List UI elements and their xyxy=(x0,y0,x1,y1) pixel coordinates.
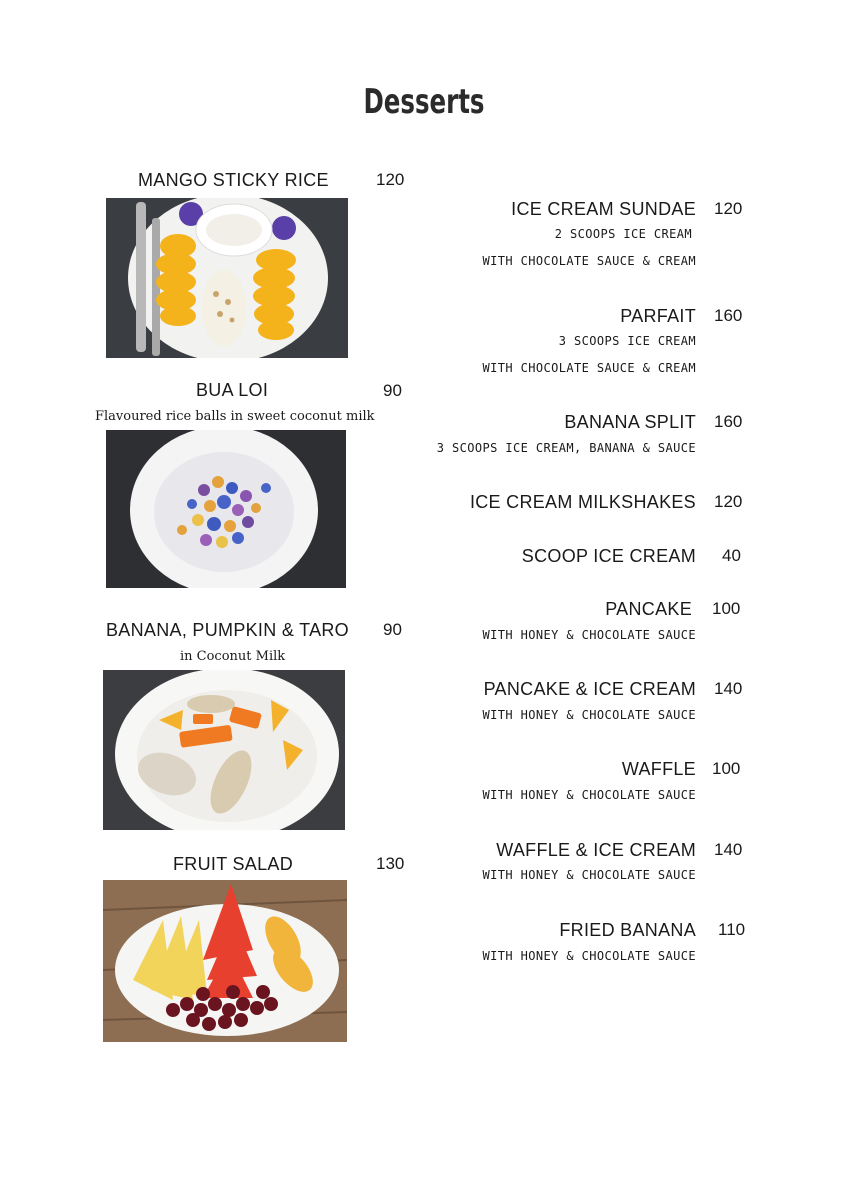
item-price-banana-pumpkin-taro: 90 xyxy=(383,620,402,639)
item-name-ice-cream-milkshakes: ICE CREAM MILKSHAKES xyxy=(469,492,696,512)
item-name-bua-loi: BUA LOI xyxy=(196,380,269,400)
item-price-scoop-ice-cream: 40 xyxy=(722,546,741,565)
item-name-banana-pumpkin-taro: BANANA, PUMPKIN & TARO xyxy=(106,620,349,640)
item-name-pancake: PANCAKE xyxy=(605,599,692,619)
item-price-pancake: 100 xyxy=(712,599,741,618)
item-name-fruit-salad: FRUIT SALAD xyxy=(173,854,293,874)
item-price-parfait: 160 xyxy=(714,306,743,325)
item-name-banana-split: BANANA SPLIT xyxy=(564,412,696,432)
item-price-fruit-salad: 130 xyxy=(376,854,405,873)
item-price-bua-loi: 90 xyxy=(383,381,402,400)
item-name-scoop-ice-cream: SCOOP ICE CREAM xyxy=(521,546,696,566)
item-price-ice-cream-sundae: 120 xyxy=(714,199,743,218)
item-name-pancake-ice-cream: PANCAKE & ICE CREAM xyxy=(483,679,696,699)
banana-pumpkin-taro-photo xyxy=(103,670,345,830)
mango-sticky-rice-photo xyxy=(106,198,348,358)
fruit-salad-photo xyxy=(103,880,347,1042)
item-name-parfait: PARFAIT xyxy=(620,306,696,326)
item-sub-parfait-1: 3 SCOOPS ICE CREAM xyxy=(558,334,696,348)
item-price-banana-split: 160 xyxy=(714,412,743,431)
item-name-waffle: WAFFLE xyxy=(621,759,696,779)
item-sub-waffle-1: WITH HONEY & CHOCOLATE SAUCE xyxy=(482,788,696,802)
item-sub-pancake-1: WITH HONEY & CHOCOLATE SAUCE xyxy=(482,628,696,642)
page-title: Desserts xyxy=(363,82,485,122)
item-sub-parfait-2: WITH CHOCOLATE SAUCE & CREAM xyxy=(482,361,696,375)
item-name-mango-sticky-rice: MANGO STICKY RICE xyxy=(138,170,329,190)
item-sub-fried-banana-1: WITH HONEY & CHOCOLATE SAUCE xyxy=(482,949,696,963)
item-price-waffle: 100 xyxy=(712,759,741,778)
item-sub-ice-cream-sundae-2: WITH CHOCOLATE SAUCE & CREAM xyxy=(482,254,696,268)
item-price-mango-sticky-rice: 120 xyxy=(376,170,405,189)
item-sub-ice-cream-sundae-1: 2 SCOOPS ICE CREAM xyxy=(554,227,692,241)
item-sub-banana-split-1: 3 SCOOPS ICE CREAM, BANANA & SAUCE xyxy=(436,441,696,455)
item-sub-pancake-ice-cream-1: WITH HONEY & CHOCOLATE SAUCE xyxy=(482,708,696,722)
item-price-waffle-ice-cream: 140 xyxy=(714,840,743,859)
item-description-bua-loi: Flavoured rice balls in sweet coconut milk xyxy=(95,409,375,424)
item-name-waffle-ice-cream: WAFFLE & ICE CREAM xyxy=(496,840,696,860)
item-sub-waffle-ice-cream-1: WITH HONEY & CHOCOLATE SAUCE xyxy=(482,868,696,882)
item-price-ice-cream-milkshakes: 120 xyxy=(714,492,743,511)
item-description-banana-pumpkin-taro: in Coconut Milk xyxy=(180,649,286,664)
bua-loi-photo xyxy=(106,430,346,588)
item-price-pancake-ice-cream: 140 xyxy=(714,679,743,698)
item-name-ice-cream-sundae: ICE CREAM SUNDAE xyxy=(511,199,696,219)
item-name-fried-banana: FRIED BANANA xyxy=(559,920,696,940)
item-price-fried-banana: 110 xyxy=(718,920,746,939)
